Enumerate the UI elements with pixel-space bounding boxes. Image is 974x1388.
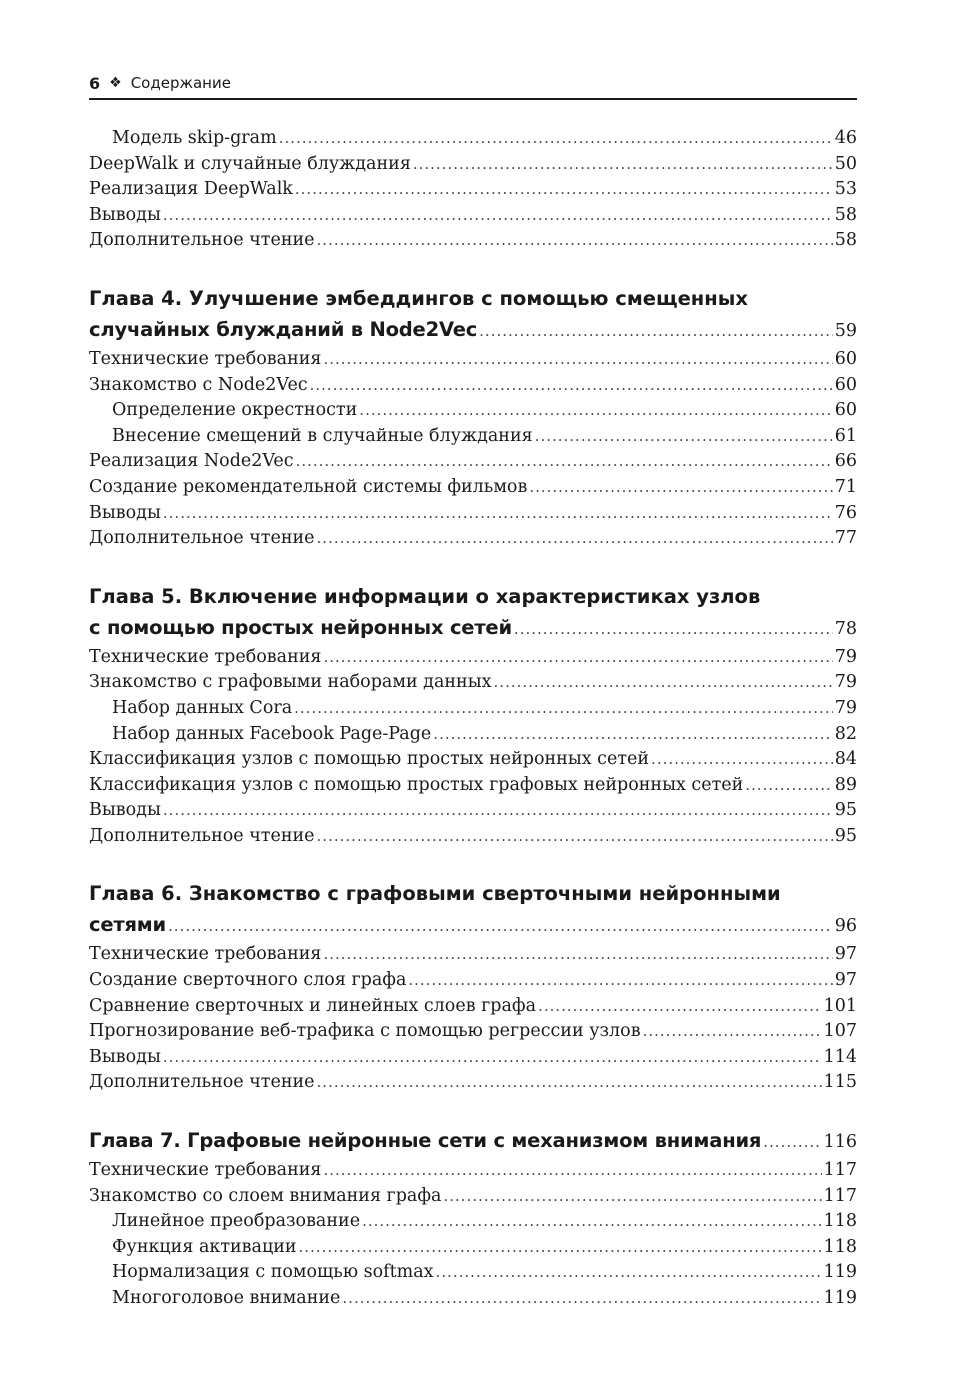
toc-entry[interactable]: Многоголовое внимание ..... 119 — [89, 1286, 857, 1312]
leader-dots — [323, 347, 832, 373]
chapter-title-line1: Глава 5. Включение информации о характеристиках узлов — [89, 584, 761, 608]
leader-dots — [535, 424, 833, 450]
leader-dots — [294, 696, 833, 722]
toc-page-ref: 59 — [834, 320, 857, 341]
toc-page-ref: 96 — [834, 916, 857, 937]
toc-entry[interactable]: Прогнозирование веб-трафика с помощью регрессии узлов ..... 107 — [89, 1019, 857, 1045]
toc-page-ref: 77 — [834, 528, 857, 549]
toc-page-ref: 116 — [823, 1132, 857, 1153]
toc-entry[interactable]: Технические требования ..... 97 — [89, 942, 857, 968]
separator-icon: ❖ — [109, 75, 122, 91]
leader-dots — [362, 1209, 822, 1235]
leader-dots — [163, 501, 833, 527]
leader-dots — [163, 798, 833, 824]
toc-entry[interactable]: Знакомство со слоем внимания графа ..... 117 — [89, 1184, 857, 1210]
toc-page-ref: 53 — [834, 179, 857, 200]
leader-dots — [413, 152, 833, 178]
chapter-title-line1: Глава 6. Знакомство с графовыми сверточными нейронными — [89, 882, 781, 906]
toc-page-ref: 79 — [834, 672, 857, 693]
toc-page-ref: 82 — [834, 723, 857, 744]
toc-entry[interactable]: Выводы ..... 58 — [89, 203, 857, 229]
toc-entry[interactable]: Дополнительное чтение ..... 77 — [89, 526, 857, 552]
leader-dots — [479, 316, 833, 347]
toc-entry[interactable]: Определение окрестности ..... 60 — [89, 398, 857, 424]
toc-page-ref: 60 — [834, 400, 857, 421]
toc-entry[interactable]: Реализация DeepWalk ..... 53 — [89, 177, 857, 203]
toc-page-ref: 101 — [823, 995, 857, 1016]
toc-entry[interactable]: Дополнительное чтение ..... 95 — [89, 824, 857, 850]
toc-page-ref: 97 — [834, 944, 857, 965]
chapter-title-line2: с помощью простых нейронных сетей — [89, 615, 512, 639]
leader-dots — [494, 670, 833, 696]
leader-dots — [342, 1286, 821, 1312]
toc-page-ref: 50 — [834, 153, 857, 174]
toc-entry[interactable]: Сравнение сверточных и линейных слоев графа ..... 101 — [89, 994, 857, 1020]
toc-entry[interactable]: DeepWalk и случайные блуждания ..... 50 — [89, 152, 857, 178]
leader-dots — [433, 722, 832, 748]
leader-dots — [763, 1127, 821, 1158]
chapter-title-line2: случайных блужданий в Node2Vec — [89, 317, 478, 341]
chapter-title-line1: Глава 4. Улучшение эмбеддингов с помощью смещенных — [89, 286, 748, 310]
toc-entry[interactable]: Знакомство с графовыми наборами данных ..... 79 — [89, 670, 857, 696]
toc-entry[interactable]: Знакомство с Node2Vec ..... 60 — [89, 373, 857, 399]
toc-entry[interactable]: Технические требования ..... 60 — [89, 347, 857, 373]
toc-page-ref: 118 — [823, 1211, 857, 1232]
toc-entry[interactable]: Нормализация с помощью softmax ..... 119 — [89, 1260, 857, 1286]
leader-dots — [436, 1260, 822, 1286]
toc-page-ref: 61 — [834, 425, 857, 446]
toc-entry[interactable]: Создание сверточного слоя графа ..... 97 — [89, 968, 857, 994]
toc-entry[interactable]: Внесение смещений в случайные блуждания ..... 61 — [89, 424, 857, 450]
leader-dots — [299, 1235, 822, 1261]
leader-dots — [317, 526, 833, 552]
chapter-title: Глава 7. Графовые нейронные сети с механизмом внимания — [89, 1129, 762, 1153]
toc-page-ref: 76 — [834, 502, 857, 523]
toc-page-ref: 114 — [823, 1046, 857, 1067]
leader-dots — [514, 614, 833, 645]
leader-dots — [163, 1045, 822, 1071]
toc-page-ref: 119 — [823, 1288, 857, 1308]
toc-entry[interactable]: Технические требования ..... 117 — [89, 1158, 857, 1184]
page-number: 6 — [89, 73, 101, 93]
toc-entry[interactable]: Классификация узлов с помощью простых нейронных сетей ..... 84 — [89, 747, 857, 773]
toc-page-ref: 79 — [834, 697, 857, 718]
chapter-heading[interactable] — [89, 878, 857, 940]
toc-entry[interactable]: Функция активации ..... 118 — [89, 1235, 857, 1261]
toc-page-ref: 66 — [834, 451, 857, 472]
toc-page-ref: 58 — [834, 204, 857, 225]
leader-dots — [651, 747, 833, 773]
leader-dots — [279, 126, 833, 152]
toc-entry[interactable]: Выводы ..... 114 — [89, 1045, 857, 1071]
leader-dots — [168, 911, 833, 942]
toc-page-ref: 71 — [834, 476, 857, 497]
toc-page-ref: 46 — [834, 128, 857, 148]
toc-page-ref: 95 — [834, 800, 857, 821]
toc-page-ref: 117 — [823, 1160, 857, 1181]
toc-page-ref: 119 — [823, 1262, 857, 1283]
leader-dots — [323, 645, 832, 671]
toc-entry[interactable]: Набор данных Facebook Page-Page ..... 82 — [89, 722, 857, 748]
leader-dots — [310, 373, 833, 399]
toc-page-ref: 118 — [823, 1236, 857, 1257]
leader-dots — [317, 1070, 822, 1096]
toc-entry[interactable]: Создание рекомендательной системы фильмов ..... 71 — [89, 475, 857, 501]
leader-dots — [444, 1184, 822, 1210]
toc-entry[interactable]: Линейное преобразование ..... 118 — [89, 1209, 857, 1235]
toc-entry[interactable]: Технические требования ..... 79 — [89, 645, 857, 671]
toc-page-ref: 58 — [834, 230, 857, 251]
toc-page-ref: 95 — [834, 825, 857, 846]
toc-entry[interactable]: Реализация Node2Vec ..... 66 — [89, 449, 857, 475]
toc-page-ref: 60 — [834, 374, 857, 395]
leader-dots — [163, 203, 833, 229]
running-header — [89, 68, 857, 100]
leader-dots — [317, 228, 833, 254]
toc-page-ref: 97 — [834, 970, 857, 991]
leader-dots — [745, 773, 832, 799]
leader-dots — [529, 475, 832, 501]
table-of-contents — [89, 126, 857, 1312]
chapter-heading[interactable] — [89, 1125, 857, 1156]
toc-entry[interactable]: Набор данных Cora ..... 79 — [89, 696, 857, 722]
leader-dots — [538, 994, 822, 1020]
leader-dots — [359, 398, 832, 424]
toc-entry[interactable]: Выводы ..... 95 — [89, 798, 857, 824]
chapter-title-line2: сетями — [89, 913, 167, 937]
toc-entry[interactable]: Дополнительное чтение ..... 58 — [89, 228, 857, 254]
toc-page — [89, 68, 857, 1312]
leader-dots — [643, 1019, 822, 1045]
toc-page-ref: 117 — [823, 1185, 857, 1206]
toc-page-ref: 60 — [834, 348, 857, 369]
toc-entry[interactable]: Дополнительное чтение ..... 115 — [89, 1070, 857, 1096]
toc-page-ref: 89 — [834, 774, 857, 795]
leader-dots — [323, 1158, 821, 1184]
leader-dots — [323, 942, 832, 968]
header-title: Содержание — [130, 74, 231, 92]
toc-page-ref: 84 — [834, 749, 857, 770]
toc-entry[interactable]: Модель skip-gram ..... 46 — [89, 126, 857, 152]
chapter-heading[interactable] — [89, 581, 857, 643]
toc-page-ref: 115 — [823, 1072, 857, 1093]
toc-entry[interactable]: Классификация узлов с помощью простых графовых нейронных сетей ..... 89 — [89, 773, 857, 799]
leader-dots — [408, 968, 832, 994]
toc-page-ref: 107 — [823, 1021, 857, 1042]
leader-dots — [296, 449, 833, 475]
toc-page-ref: 78 — [834, 618, 857, 639]
toc-page-ref: 79 — [834, 646, 857, 667]
toc-entry[interactable]: Выводы ..... 76 — [89, 501, 857, 527]
leader-dots — [317, 824, 833, 850]
leader-dots — [295, 177, 833, 203]
chapter-heading[interactable] — [89, 283, 857, 345]
